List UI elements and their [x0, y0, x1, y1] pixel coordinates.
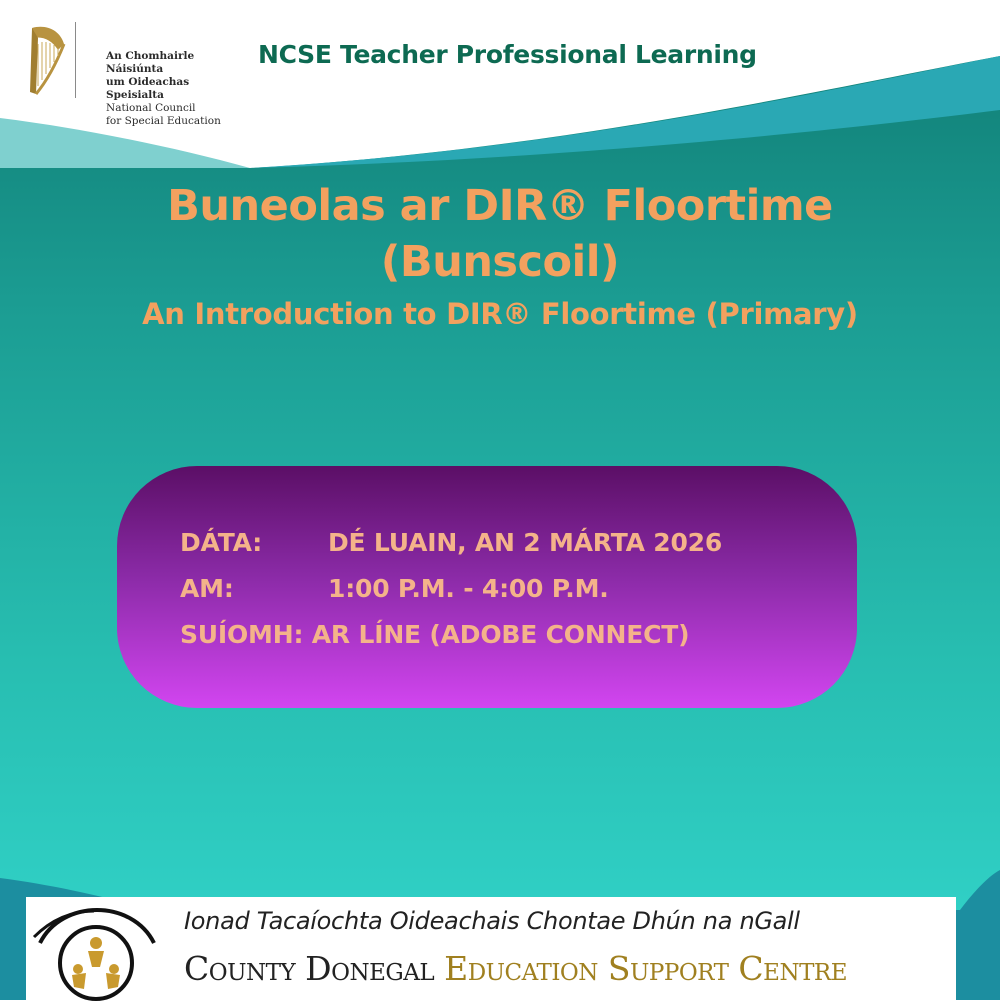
- footer-english-name-part1: County Donegal: [184, 949, 435, 988]
- org-name-en-1: National Council: [106, 102, 196, 114]
- header-divider: [75, 22, 76, 98]
- time-row: [180, 574, 609, 603]
- org-name-en-2: for Special Education: [106, 115, 221, 127]
- org-name-ga-1: An Chomhairle Náisiúnta: [106, 50, 195, 75]
- ncse-logo: [22, 22, 222, 127]
- date-value: DÉ LUAIN, AN 2 MÁRTA 2026: [328, 528, 723, 557]
- time-label: AM:: [180, 574, 234, 603]
- footer-irish-name: Ionad Tacaíochta Oideachais Chontae Dhún na nGall: [184, 907, 800, 935]
- location-label: SUÍOMH:: [180, 620, 304, 649]
- course-title-english: An Introduction to DIR® Floortime (Primary): [142, 297, 858, 331]
- time-value: 1:00 P.M. - 4:00 P.M.: [328, 574, 609, 603]
- course-title-irish-line1: Buneolas ar DIR® Floortime: [167, 181, 833, 231]
- header-title: NCSE Teacher Professional Learning: [258, 40, 757, 69]
- date-row: [180, 528, 722, 557]
- footer-english-name: [184, 949, 847, 988]
- org-name-ga-2: um Oideachas Speisialta: [106, 76, 190, 101]
- course-title-block: [0, 178, 1000, 334]
- date-label: DÁTA:: [180, 528, 263, 557]
- harp-icon: [22, 22, 68, 98]
- footer-banner: [26, 897, 956, 1000]
- event-details-card: [117, 466, 857, 708]
- location-row: [180, 620, 689, 649]
- footer-english-name-part2: Education Support Centre: [444, 949, 848, 988]
- course-title-irish-line2: (Bunscoil): [380, 237, 620, 287]
- education-centre-logo-icon: [32, 903, 162, 1003]
- location-value: AR LÍNE (ADOBE CONNECT): [311, 620, 690, 649]
